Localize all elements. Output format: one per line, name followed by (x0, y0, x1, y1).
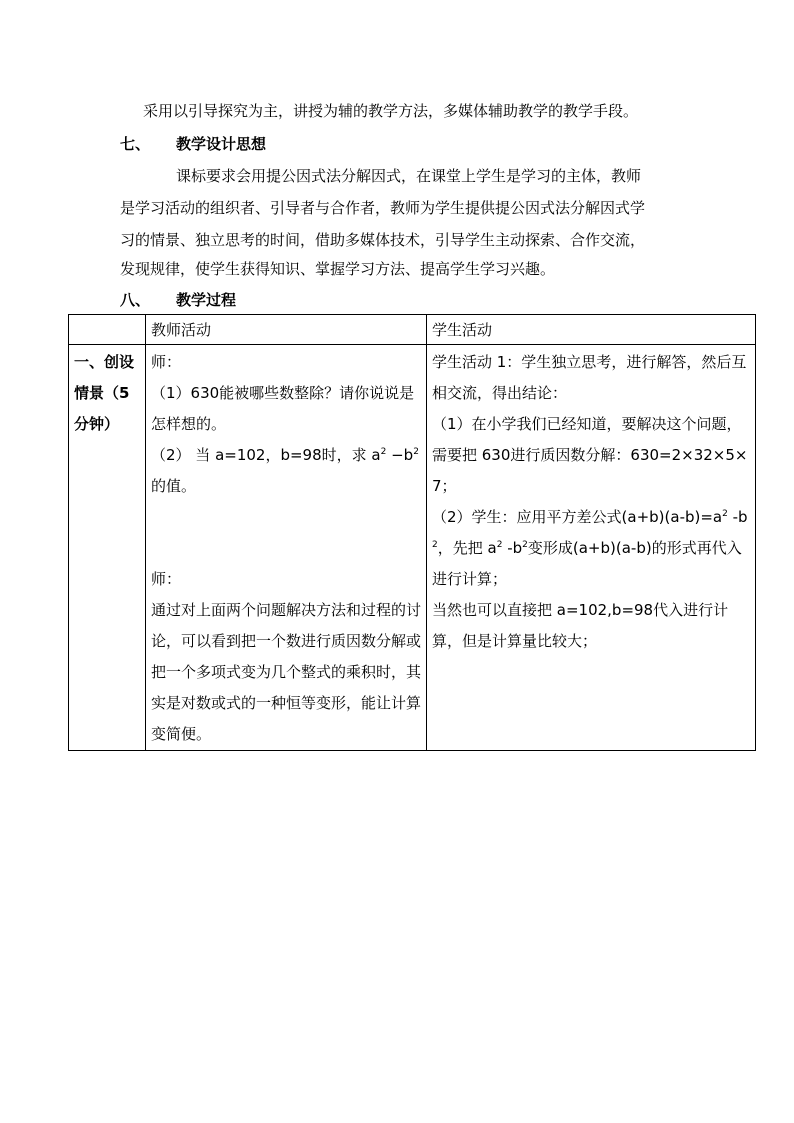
section-7-title: 教学设计思想 (176, 135, 267, 153)
section-8-title: 教学过程 (176, 291, 237, 309)
a2-superscript-3: 2 (496, 540, 503, 550)
student-activity-intro: 学生活动 1：学生独立思考，进行解答，然后互相交流，得出结论： (432, 353, 747, 402)
teacher-label: 师： (151, 353, 182, 371)
section-8-number: 八、 (120, 291, 151, 309)
student-answer-3: 当然也可以直接把 a=102,b=98代入进行计算，但是计算量比较大； (432, 601, 729, 650)
a2-text-mid-1: -b (727, 508, 748, 526)
a2-text-suffix: 变形成(a+b)(a-b)的形式再代入进行计算； (432, 539, 742, 588)
header-teacher-activity: 教师活动 (146, 315, 427, 345)
blank-spacer (151, 502, 421, 564)
teacher-question-2 (151, 440, 421, 502)
q2-superscript-a: 2 (380, 447, 387, 457)
teaching-process-table (68, 314, 756, 751)
a2-text-prefix: （2）学生：应用平方差公式(a+b)(a-b)=a (432, 508, 723, 526)
a2-superscript-2: 2 (432, 540, 438, 550)
stage-cell: 一、创设情景（5分钟） (69, 345, 146, 751)
q2-text-suffix: 的值。 (151, 477, 197, 495)
teaching-method-line: 采用以引导探究为主，讲授为辅的教学方法，多媒体辅助教学的教学手段。 (143, 102, 639, 120)
section-7-number: 七、 (120, 135, 151, 153)
a2-superscript-4: 2 (522, 540, 528, 550)
teacher-label-2: 师： (151, 570, 182, 588)
design-paragraph-line-3: 习的情景、独立思考的时间，借助多媒体技术，引导学生主动探索、合作交流， (120, 231, 646, 249)
table-header-row (69, 315, 756, 345)
design-paragraph-line-1: 课标要求会用提公因式法分解因式，在课堂上学生是学习的主体，教师 (176, 167, 642, 185)
student-answer-1: （1）在小学我们已经知道，要解决这个问题，需要把 630进行质因数分解：630=2×32×5×7； (432, 415, 748, 495)
teacher-summary: 通过对上面两个问题解决方法和过程的讨论，可以看到把一个数进行质因数分解或把一个多项式变为几个整式的乘积时，其实是对数或式的一种恒等变形，能让计算变简便。 (151, 601, 422, 743)
a2-text-mid-2: ，先把 a (437, 539, 497, 557)
table-row (69, 345, 756, 751)
a2-superscript-1: 2 (722, 509, 728, 519)
teacher-question-1: （1）630能被哪些数整除？请你说说是怎样想的。 (151, 384, 415, 433)
student-activity-cell (427, 345, 756, 751)
student-answer-2 (432, 502, 750, 595)
design-paragraph-line-4: 发现规律，使学生获得知识、掌握学习方法、提高学生学习兴趣。 (120, 260, 556, 278)
header-stage-cell (69, 315, 146, 345)
header-student-activity: 学生活动 (427, 315, 756, 345)
teacher-activity-cell (146, 345, 427, 751)
design-paragraph-line-2: 是学习活动的组织者、引导者与合作者，教师为学生提供提公因式法分解因式学 (120, 199, 646, 217)
a2-text-mid-3: -b (502, 539, 523, 557)
q2-superscript-b: 2 (413, 447, 419, 457)
q2-text-prefix: （2） 当 a=102，b=98时，求 a (151, 446, 381, 464)
q2-text-mid: −b (386, 446, 414, 464)
